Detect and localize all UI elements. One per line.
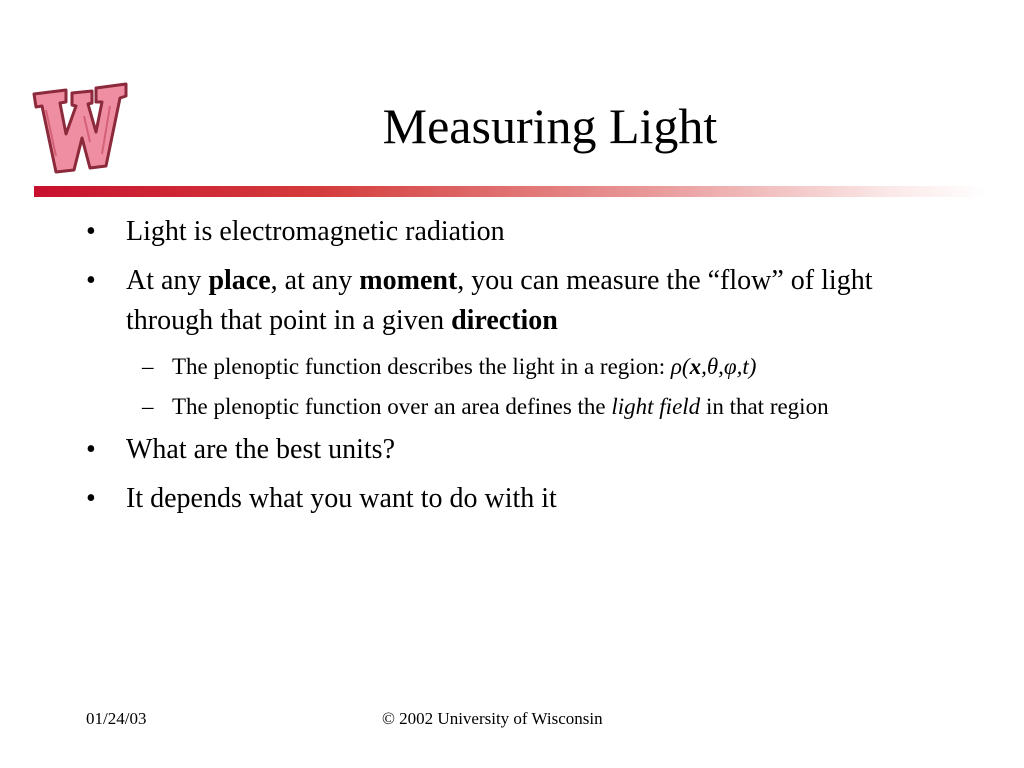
slide-title: Measuring Light — [382, 98, 718, 154]
bullet-item — [84, 479, 964, 519]
title-divider — [34, 186, 988, 197]
bullet-text-part: , at any — [270, 265, 360, 296]
math-t: ,t) — [736, 354, 757, 379]
math-phi: φ — [723, 354, 737, 379]
emphasis-place: place — [208, 265, 271, 296]
bullet-marker: • — [86, 434, 96, 465]
sub-bullet-text: in that region — [700, 394, 829, 419]
bullet-text-part: , you can measure the “flow” of light through that point in a given — [126, 265, 873, 336]
math-x: x — [689, 354, 702, 379]
bullet-item — [84, 430, 964, 470]
bullet-marker: • — [86, 483, 96, 514]
sub-bullet-item — [84, 350, 964, 384]
emphasis-light-field: light field — [611, 394, 701, 419]
math-comma: , — [718, 354, 724, 379]
bullet-text: It depends what you want to do with it — [126, 483, 557, 514]
math-theta: θ — [706, 354, 719, 379]
sub-bullet-text: The plenoptic function describes the light in a region: — [172, 354, 671, 379]
bullet-marker: • — [86, 265, 96, 296]
slide-body — [84, 212, 964, 528]
sub-bullet-marker: – — [142, 354, 154, 379]
bullet-text-part: At any — [126, 265, 209, 296]
bullet-item — [84, 261, 964, 341]
bullet-marker: • — [86, 216, 96, 247]
bullet-item — [84, 212, 964, 252]
footer-copyright: © 2002 University of Wisconsin — [382, 709, 603, 728]
emphasis-direction: direction — [451, 305, 558, 336]
footer-date: 01/24/03 — [86, 709, 147, 728]
math-rho: ρ — [670, 354, 682, 379]
math-paren: ( — [681, 354, 690, 379]
bullet-text: What are the best units? — [126, 434, 396, 465]
bullet-text: Light is electromagnetic radiation — [126, 216, 505, 247]
sub-bullet-item — [84, 390, 964, 424]
emphasis-moment: moment — [359, 265, 458, 296]
wisconsin-w-logo-icon — [26, 76, 134, 180]
math-comma: , — [701, 354, 707, 379]
sub-bullet-marker: – — [142, 394, 154, 419]
sub-bullet-text: The plenoptic function over an area defines the — [172, 394, 612, 419]
